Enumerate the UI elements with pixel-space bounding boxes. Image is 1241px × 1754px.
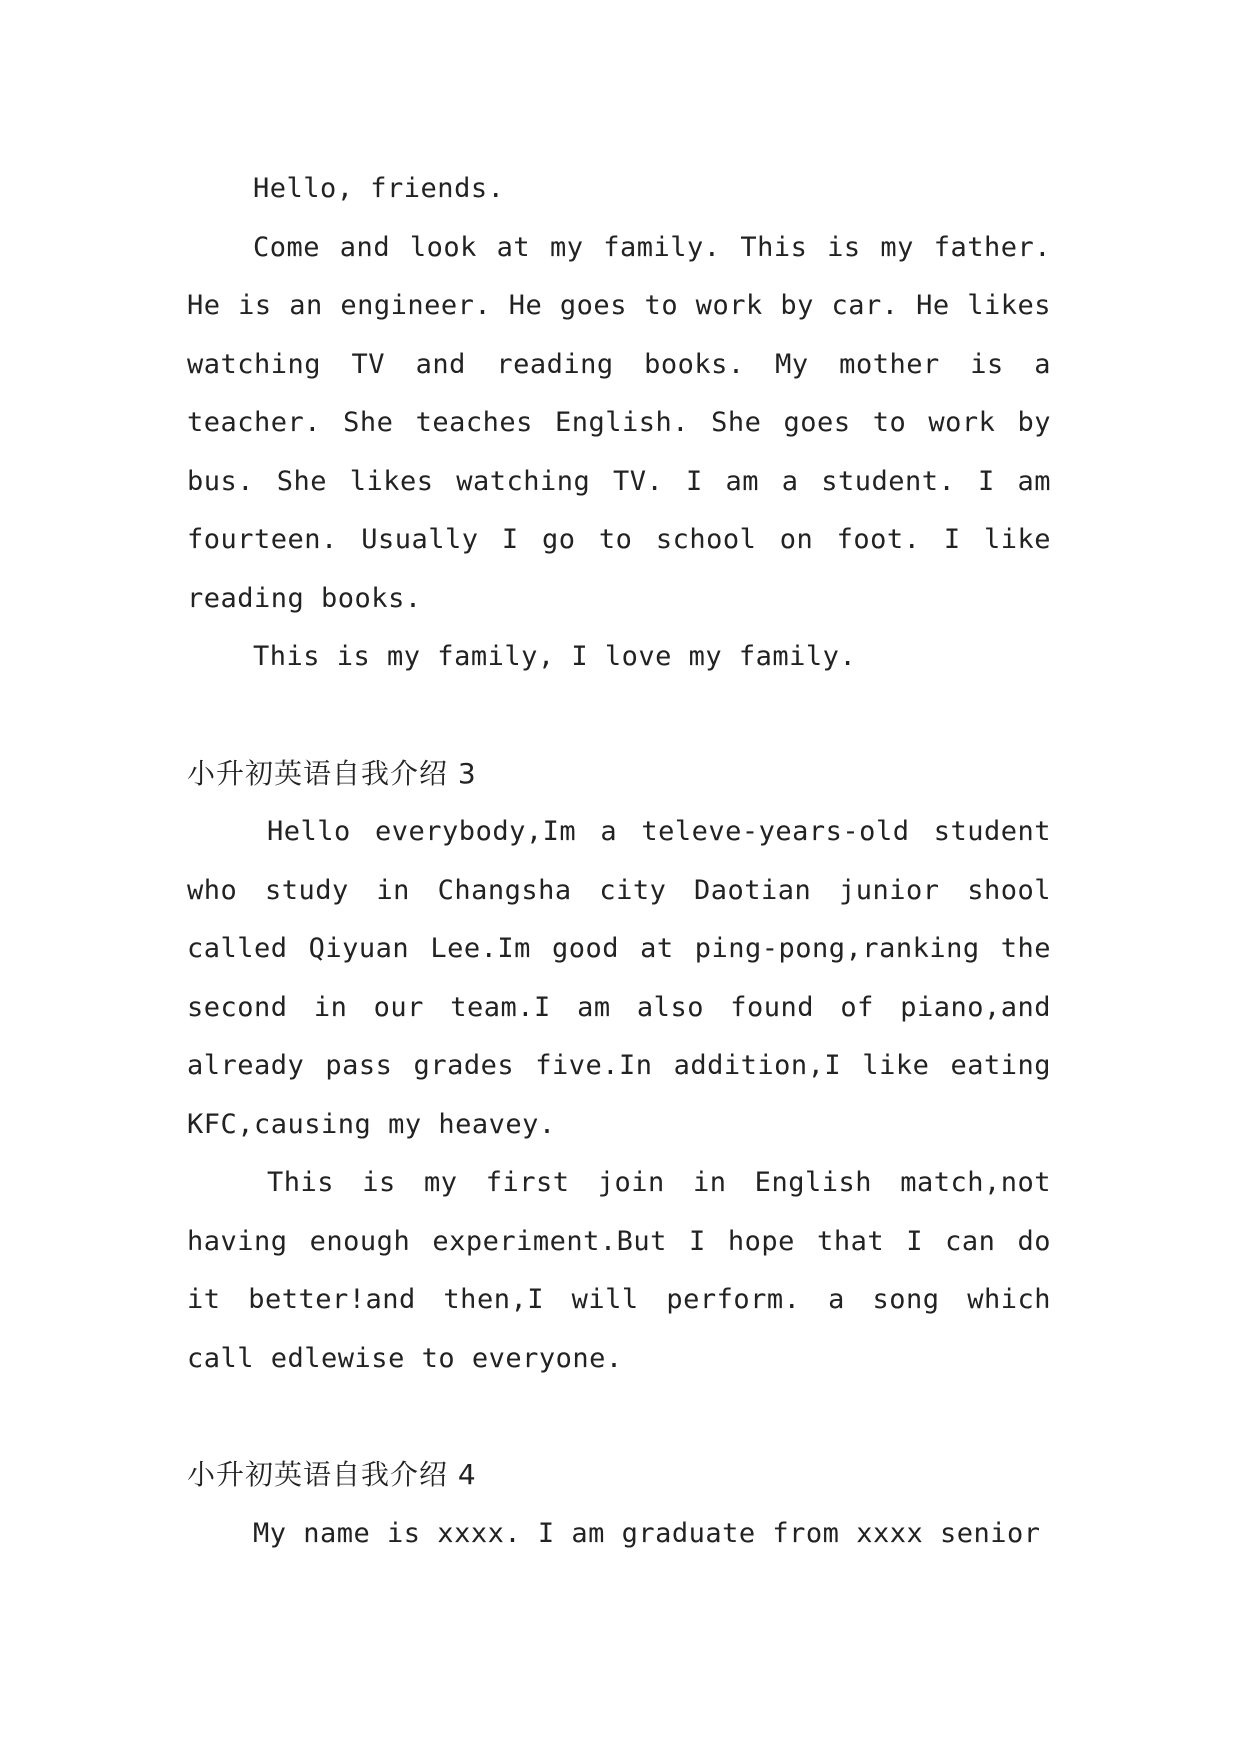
closing-paragraph: This is my family, I love my family. bbox=[253, 641, 857, 672]
greeting-paragraph: Hello, friends. bbox=[253, 173, 505, 204]
section-gap bbox=[187, 687, 1051, 745]
document-page bbox=[187, 160, 1051, 1563]
section-4-heading: 小升初英语自我介绍 4 bbox=[187, 1458, 477, 1491]
section-3-paragraph-1: Hello everybody,Im a televe-years-old student who study in Changsha city Daotian junior shool called Qiyuan Lee.Im good at ping-pong,ranking the second in our team.I am also found of piano,and already pass grades five.In addition,I like eating KFC,causing my heavey. bbox=[187, 816, 1051, 1140]
section-gap bbox=[187, 1388, 1051, 1446]
section-3-paragraph-2: This is my first join in English match,not having enough experiment.But I hope that I can do it better!and then,I will perform. a song which call edlewise to everyone. bbox=[187, 1167, 1051, 1374]
section-3-heading: 小升初英语自我介绍 3 bbox=[187, 756, 477, 790]
family-paragraph: Come and look at my family. This is my father. He is an engineer. He goes to work by car. He likes watching TV and reading books. My mother is a teacher. She teaches English. She goes to work by bus. She likes watching TV. I am a student. I am fourteen. Usually I go to school on foot. I like reading books. bbox=[187, 231, 1051, 614]
section-4-paragraph-1: My name is xxxx. I am graduate from xxxx senior bbox=[253, 1517, 1041, 1549]
